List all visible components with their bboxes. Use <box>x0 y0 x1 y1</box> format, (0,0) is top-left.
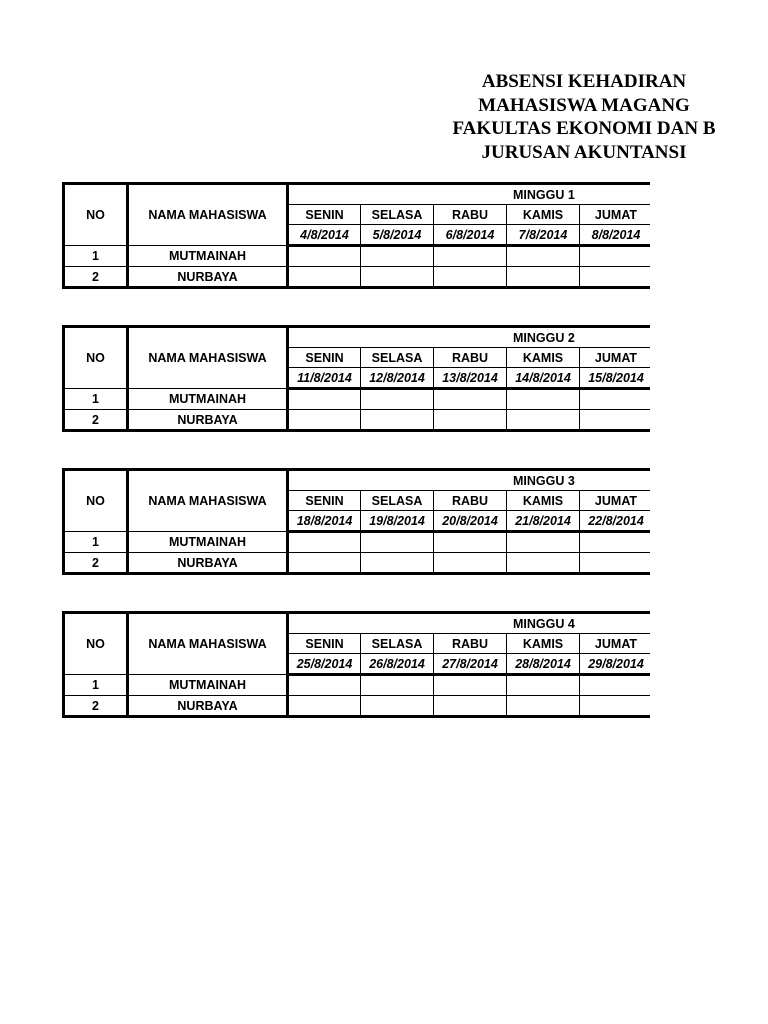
date-cell: 15/8/2014 <box>580 368 651 389</box>
attendance-cell[interactable] <box>507 267 580 288</box>
attendance-cell[interactable] <box>580 267 651 288</box>
student-no: 2 <box>64 696 128 717</box>
date-cell: 11/8/2014 <box>288 368 361 389</box>
attendance-cell[interactable] <box>361 553 434 574</box>
day-header: KAMIS <box>507 634 580 654</box>
day-header: RABU <box>434 348 507 368</box>
name-header: NAMA MAHASISWA <box>128 613 288 675</box>
student-no: 1 <box>64 532 128 553</box>
no-header: NO <box>64 613 128 675</box>
day-header: JUMAT <box>580 205 651 225</box>
week-sheet <box>62 611 650 721</box>
attendance-cell[interactable] <box>580 553 651 574</box>
attendance-cell[interactable] <box>361 267 434 288</box>
attendance-cell[interactable] <box>288 267 361 288</box>
week-sheet <box>62 468 650 578</box>
attendance-cell[interactable] <box>434 389 507 410</box>
date-cell: 20/8/2014 <box>434 511 507 532</box>
attendance-cell[interactable] <box>361 246 434 267</box>
no-header: NO <box>64 184 128 246</box>
student-name: NURBAYA <box>128 410 288 431</box>
date-cell: 28/8/2014 <box>507 654 580 675</box>
attendance-cell[interactable] <box>507 532 580 553</box>
student-no: 2 <box>64 410 128 431</box>
name-header: NAMA MAHASISWA <box>128 184 288 246</box>
week-label: MINGGU 2 <box>288 327 651 348</box>
student-no: 2 <box>64 267 128 288</box>
date-cell: 29/8/2014 <box>580 654 651 675</box>
date-cell: 6/8/2014 <box>434 225 507 246</box>
table-row <box>64 410 651 431</box>
day-header: JUMAT <box>580 348 651 368</box>
attendance-cell[interactable] <box>288 553 361 574</box>
day-header: SENIN <box>288 348 361 368</box>
student-name: MUTMAINAH <box>128 675 288 696</box>
attendance-cell[interactable] <box>361 532 434 553</box>
attendance-cell[interactable] <box>434 675 507 696</box>
attendance-cell[interactable] <box>434 532 507 553</box>
date-cell: 21/8/2014 <box>507 511 580 532</box>
date-cell: 22/8/2014 <box>580 511 651 532</box>
week-sheet <box>62 182 650 292</box>
day-header: KAMIS <box>507 348 580 368</box>
date-cell: 8/8/2014 <box>580 225 651 246</box>
date-cell: 4/8/2014 <box>288 225 361 246</box>
day-header: KAMIS <box>507 491 580 511</box>
attendance-cell[interactable] <box>288 532 361 553</box>
day-header: JUMAT <box>580 491 651 511</box>
week-sheet <box>62 325 650 435</box>
attendance-cell[interactable] <box>580 410 651 431</box>
header-row <box>64 613 651 634</box>
day-header: SELASA <box>361 348 434 368</box>
attendance-cell[interactable] <box>434 696 507 717</box>
attendance-cell[interactable] <box>507 696 580 717</box>
attendance-table <box>62 182 650 289</box>
date-cell: 12/8/2014 <box>361 368 434 389</box>
table-row <box>64 267 651 288</box>
attendance-cell[interactable] <box>288 675 361 696</box>
document-title <box>0 68 768 168</box>
attendance-cell[interactable] <box>507 389 580 410</box>
week-label: MINGGU 4 <box>288 613 651 634</box>
attendance-cell[interactable] <box>288 696 361 717</box>
student-no: 2 <box>64 553 128 574</box>
attendance-cell[interactable] <box>580 389 651 410</box>
day-header: SELASA <box>361 634 434 654</box>
day-header: SENIN <box>288 634 361 654</box>
attendance-cell[interactable] <box>361 696 434 717</box>
student-no: 1 <box>64 389 128 410</box>
attendance-cell[interactable] <box>434 553 507 574</box>
attendance-cell[interactable] <box>507 410 580 431</box>
attendance-cell[interactable] <box>580 246 651 267</box>
student-name: NURBAYA <box>128 553 288 574</box>
header-row <box>64 327 651 348</box>
day-header: JUMAT <box>580 634 651 654</box>
header-row <box>64 470 651 491</box>
student-no: 1 <box>64 246 128 267</box>
no-header: NO <box>64 470 128 532</box>
table-row <box>64 553 651 574</box>
header-row <box>64 184 651 205</box>
attendance-cell[interactable] <box>288 246 361 267</box>
day-header: RABU <box>434 634 507 654</box>
attendance-cell[interactable] <box>434 410 507 431</box>
week-label: MINGGU 3 <box>288 470 651 491</box>
student-name: MUTMAINAH <box>128 389 288 410</box>
attendance-table <box>62 611 650 718</box>
attendance-cell[interactable] <box>580 696 651 717</box>
attendance-cell[interactable] <box>507 553 580 574</box>
table-row <box>64 246 651 267</box>
day-header: RABU <box>434 491 507 511</box>
name-header: NAMA MAHASISWA <box>128 327 288 389</box>
title-line-1: ABSENSI KEHADIRAN <box>481 71 687 92</box>
day-header: KAMIS <box>507 205 580 225</box>
title-line-2: MAHASISWA MAGANG <box>478 95 690 116</box>
attendance-cell[interactable] <box>288 389 361 410</box>
date-cell: 25/8/2014 <box>288 654 361 675</box>
student-name: MUTMAINAH <box>128 532 288 553</box>
date-cell: 27/8/2014 <box>434 654 507 675</box>
date-cell: 13/8/2014 <box>434 368 507 389</box>
date-cell: 26/8/2014 <box>361 654 434 675</box>
attendance-cell[interactable] <box>361 410 434 431</box>
date-cell: 19/8/2014 <box>361 511 434 532</box>
attendance-cell[interactable] <box>361 389 434 410</box>
attendance-cell[interactable] <box>580 532 651 553</box>
title-line-4: JURUSAN AKUNTANSI <box>481 142 687 163</box>
title-line-3: FAKULTAS EKONOMI DAN B <box>452 118 716 139</box>
attendance-cell[interactable] <box>434 246 507 267</box>
table-row <box>64 696 651 717</box>
attendance-table <box>62 468 650 575</box>
name-header: NAMA MAHASISWA <box>128 470 288 532</box>
table-row <box>64 532 651 553</box>
attendance-cell[interactable] <box>507 675 580 696</box>
day-header: SELASA <box>361 205 434 225</box>
attendance-cell[interactable] <box>580 675 651 696</box>
attendance-cell[interactable] <box>288 410 361 431</box>
date-cell: 18/8/2014 <box>288 511 361 532</box>
attendance-cell[interactable] <box>507 246 580 267</box>
week-label: MINGGU 1 <box>288 184 651 205</box>
day-header: RABU <box>434 205 507 225</box>
day-header: SELASA <box>361 491 434 511</box>
attendance-cell[interactable] <box>361 675 434 696</box>
attendance-cell[interactable] <box>434 267 507 288</box>
student-name: NURBAYA <box>128 696 288 717</box>
date-cell: 7/8/2014 <box>507 225 580 246</box>
date-cell: 14/8/2014 <box>507 368 580 389</box>
table-row <box>64 675 651 696</box>
table-row <box>64 389 651 410</box>
day-header: SENIN <box>288 205 361 225</box>
student-name: NURBAYA <box>128 267 288 288</box>
student-name: MUTMAINAH <box>128 246 288 267</box>
day-header: SENIN <box>288 491 361 511</box>
date-cell: 5/8/2014 <box>361 225 434 246</box>
student-no: 1 <box>64 675 128 696</box>
attendance-table <box>62 325 650 432</box>
no-header: NO <box>64 327 128 389</box>
